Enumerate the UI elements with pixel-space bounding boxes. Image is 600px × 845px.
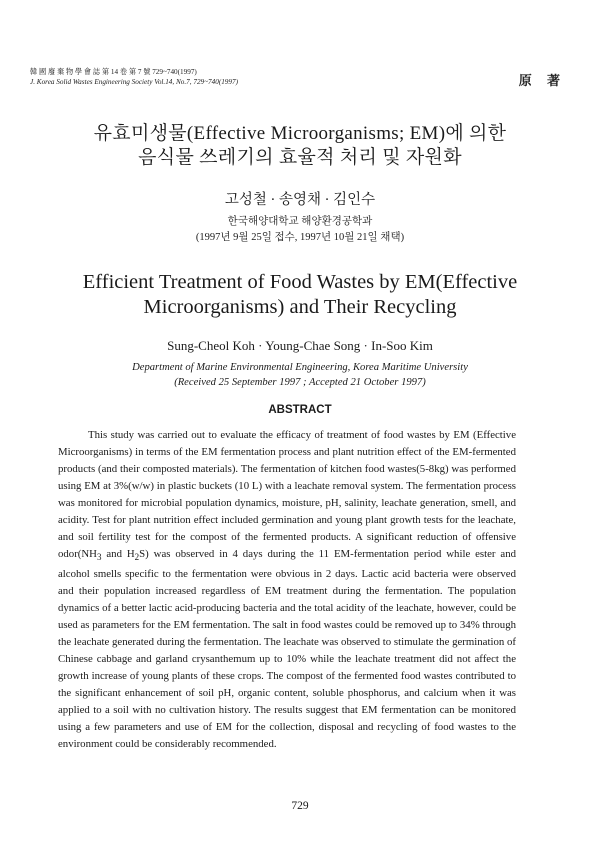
korean-dates: (1997년 9월 25일 접수, 1997년 10월 21일 채택): [195, 232, 405, 243]
korean-title-line-2: 음식물 쓰레기의 효율적 처리 및 자원화: [138, 147, 462, 168]
korean-affiliation: 한국해양대학교 해양환경공학과: [227, 216, 373, 227]
subscript-2: 2: [134, 552, 140, 563]
english-authors: Sung-Cheol Koh · Young-Chae Song · In-Soo Kim: [167, 338, 433, 353]
english-dates: (Received 25 September 1997 ; Accepted 21 October 1997): [174, 377, 426, 388]
abstract-body: [58, 427, 516, 753]
english-affiliation: Department of Marine Environmental Engineering, Korea Maritime University: [132, 362, 468, 373]
english-title-line-2: Microorganisms) and Their Recycling: [143, 296, 457, 318]
english-title-line-1: Efficient Treatment of Food Wastes by EM(Effective: [82, 271, 518, 293]
journal-header: [30, 67, 238, 87]
abstract-text-3: S) was observed in 4 days during the 11 EM-fermentation period while ester and alcohol smells specific to the fermentation were obvious in 2 days. Lactic acid bacteria were observed and their population increased regardless of EM treatment during the fermentation. The population dynamics of a better lactic acid-producing bacteria and the total acidity of the leachate, however, could be used as parameters for the EM fermentation. The salt in food wastes could be removed up to 34% through the leachate generated during the fermentation. The leachate was observed to stimulate the germination of Chinese cabbage and garland crysanthemum up to 10% while the leachate treatment did not affect the growth increase of young plants of these crops. The compost of the fermented food wastes contributed to the significant enhancement of soil pH, organic content, soluble phosphorus, and calcium when it was applied to a soil with no cultivation history. The results suggest that EM fermentation can be monitored using a few parameters and use of EM for the collection, disposal and recycling of food wastes to the environment could be considerably recommended.: [58, 548, 517, 751]
subscript-3: 3: [96, 552, 102, 563]
abstract-text-2: and H: [101, 548, 135, 560]
journal-name-korean: 韓 國 廢 棄 物 學 會 誌 第 14 卷 第 7 號 729~740(1997): [30, 68, 197, 76]
korean-title-line-1: 유효미생물(Effective Microorganisms; EM)에 의한: [93, 123, 507, 144]
page-number: 729: [291, 800, 309, 812]
korean-authors: 고성철 · 송영채 · 김인수: [224, 192, 376, 208]
abstract-text-1: This study was carried out to evaluate the efficacy of treatment of food wastes by EM (Effective Microorganisms) in terms of the EM fermentation process and plant nutrition effect of the EM-fermented products (and their composted materials). The fermentation of kitchen food wastes(5-8kg) was performed using EM at 3%(w/w) in plastic buckets (10 L) with a leachate removal system. The fermentation process was monitored for microbial population dynamics, moisture, pH, salinity, leachate generation, smell, and acidity. Test for plant nutrition effect included germination and young plant growth tests for the leachate, and soil fertility test for the compost of the fermented products. A significant reduction of offensive odor(NH: [58, 429, 516, 560]
abstract-heading: ABSTRACT: [268, 404, 332, 416]
journal-name-english: J. Korea Solid Wastes Engineering Society Vol.14, No.7, 729~740(1997): [30, 78, 238, 86]
article-type-label: 原 著: [518, 73, 566, 88]
